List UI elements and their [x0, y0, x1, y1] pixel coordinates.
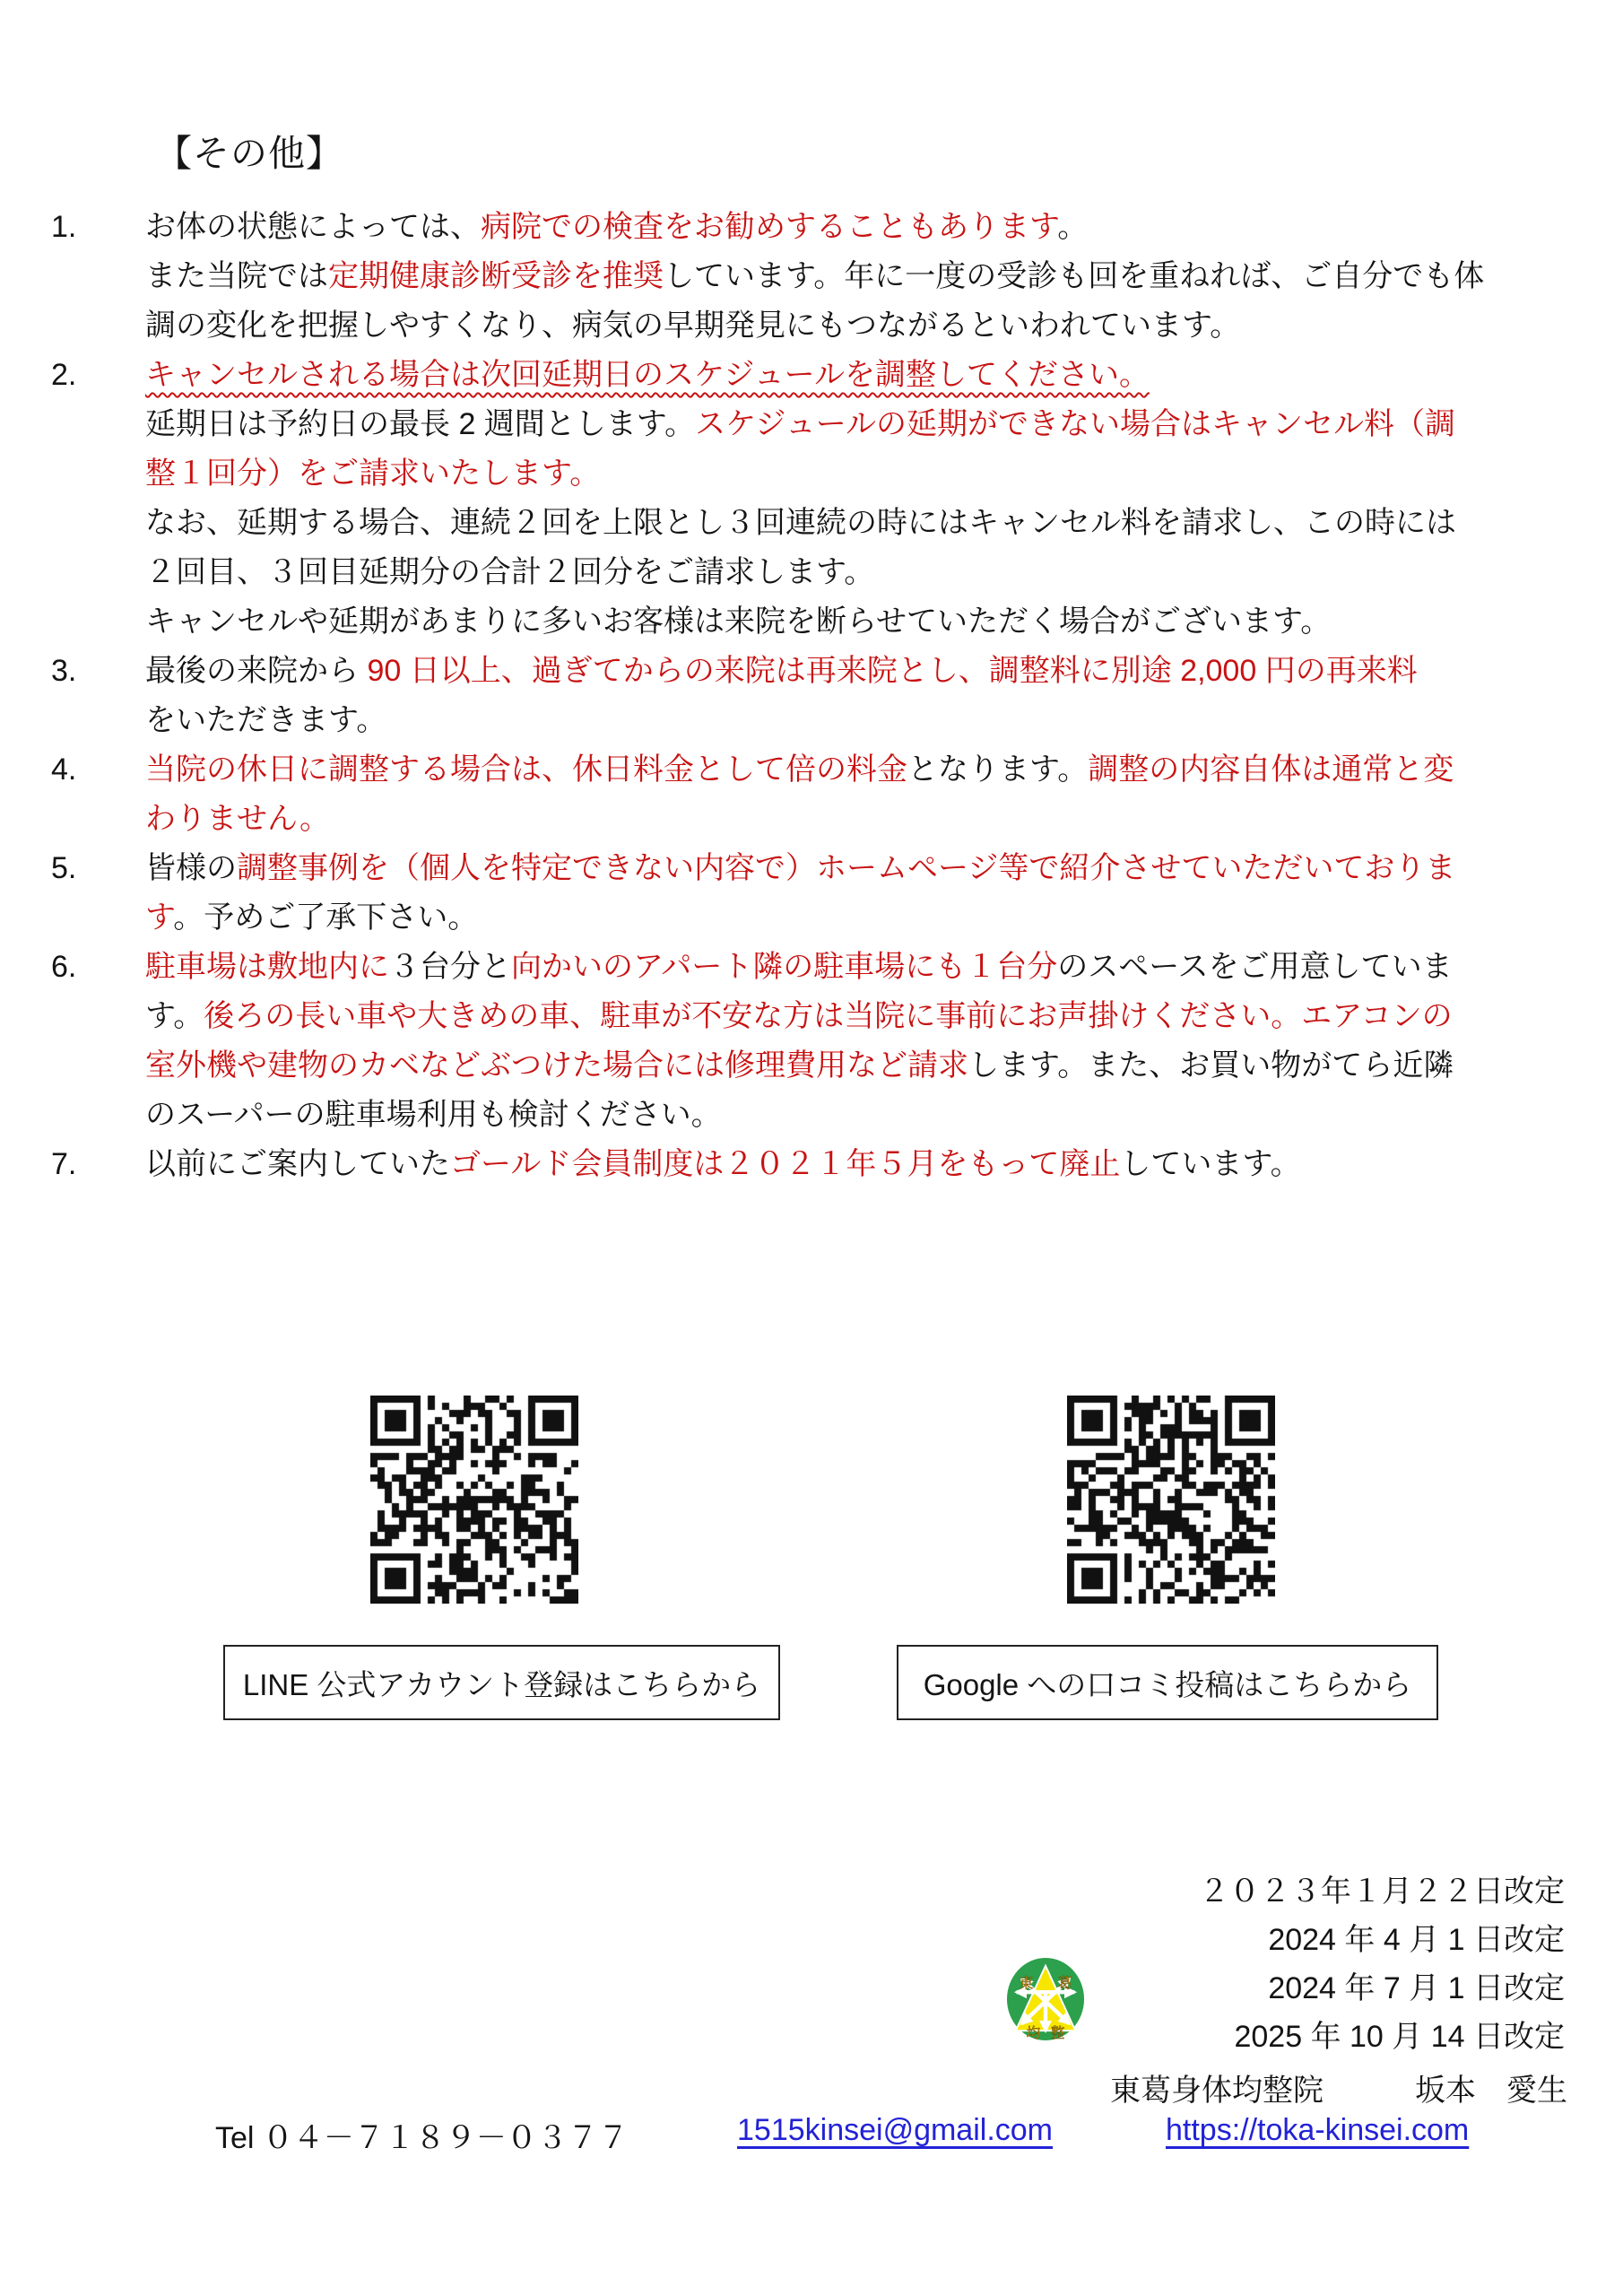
- text-run: 後ろの長い車や大きめの車、駐車が不安な方は当院に事前にお声掛けください。エアコンの: [204, 999, 1453, 1033]
- text-run: 90 日以上、過ぎてからの来院は再来院とし、調整料に別途 2,000 円の再来料: [367, 654, 1418, 688]
- text-run: ３台分と: [389, 950, 511, 984]
- email-link[interactable]: 1515kinsei@gmail.com: [737, 2113, 1054, 2147]
- text-run: また当院では: [145, 259, 328, 293]
- text-run: をいただきます。: [145, 703, 387, 737]
- text-run: キャンセルされる場合は次回延期日のスケジュールを調整してください。: [145, 358, 1150, 392]
- text-run: のスペースをご用意していま: [1057, 950, 1453, 984]
- revision-date: 2025 年 10 月 14 日改定: [1234, 2020, 1565, 2054]
- list-item-4: [51, 745, 1596, 844]
- text-run: 延期日は予約日の最長 2 週間とします。: [145, 407, 696, 441]
- list-item-number: 4.: [51, 752, 77, 787]
- list-item-text: [145, 203, 1596, 351]
- contact-row: [0, 2113, 1623, 2158]
- list-item-text: [145, 351, 1596, 647]
- list-item-6: [51, 943, 1596, 1140]
- text-run: 調の変化を把握しやすくなり、病気の早期発見にもつながるといわれています。: [145, 309, 1241, 343]
- text-run: 以前にご案内していた: [145, 1147, 450, 1181]
- line-qr-code: [370, 1396, 578, 1604]
- clinic-and-practitioner-name: 東葛身体均整院 坂本 愛生: [1110, 2074, 1567, 2108]
- text-run: す。: [145, 999, 204, 1033]
- svg-text:整: 整: [1050, 2026, 1065, 2042]
- list-item-number: 1.: [51, 210, 77, 244]
- text-run: 調整事例を（個人を特定できない内容で）ホームページ等で紹介させていただいておりま: [237, 851, 1456, 885]
- revision-date: 2024 年 4 月 1 日改定: [1268, 1923, 1565, 1957]
- google-review-qr-code: [1067, 1396, 1275, 1604]
- text-run: しています。年に一度の受診も回を重ねれば、ご自分でも体: [664, 259, 1485, 293]
- text-run: お体の状態によっては、: [145, 210, 481, 244]
- text-run: 定期健康診断受診を推奨: [328, 259, 664, 293]
- line-qr-label: LINE 公式アカウント登録はこちらから: [242, 1667, 761, 1701]
- text-run: 駐車場は敷地内に: [145, 950, 389, 984]
- text-run: わりません。: [145, 802, 331, 836]
- text-run: 皆様の: [145, 851, 237, 885]
- list-item-text: [145, 647, 1596, 745]
- text-run: 室外機や建物のカベなどぶつけた場合には修理費用など請求: [145, 1048, 968, 1083]
- text-run: 当院の休日に調整する場合は、休日料金として倍の料金: [145, 752, 907, 787]
- list-item-7: [51, 1140, 1596, 1189]
- list-item-text: [145, 943, 1596, 1140]
- line-qr-label-box: [223, 1645, 780, 1720]
- list-item-text: [145, 1140, 1596, 1189]
- text-run: 整１回分）をご請求いたします。: [145, 457, 601, 491]
- text-run: なお、延期する場合、連続２回を上限とし３回連続の時にはキャンセル料を請求し、この時には: [145, 506, 1456, 540]
- text-run: 。: [1057, 210, 1089, 244]
- list-item-3: [51, 647, 1596, 745]
- google-qr-label-box: [897, 1645, 1438, 1720]
- text-run: 。予めご了承下さい。: [173, 900, 479, 935]
- text-run: キャンセルや延期があまりに多いお客様は来院を断らせていただく場合がございます。: [145, 604, 1332, 639]
- text-run: します。また、お買い物がてら近隣: [968, 1048, 1454, 1083]
- google-qr-label: Google への口コミ投稿はこちらから: [923, 1667, 1412, 1701]
- list-item-1: [51, 203, 1596, 351]
- text-run: 向かいのアパート隣の駐車場にも１台分: [511, 950, 1058, 984]
- text-run: スケジュールの延期ができない場合はキャンセル料（調: [695, 407, 1456, 441]
- text-run: 最後の来院から: [145, 654, 368, 688]
- text-run: ２回目、３回目延期分の合計２回分をご請求します。: [145, 555, 875, 589]
- text-run: ゴールド会員制度は２０２１年５月をもって廃止: [450, 1147, 1121, 1181]
- list-item-text: [145, 745, 1596, 844]
- list-item-number: 7.: [51, 1147, 77, 1181]
- list-item-number: 6.: [51, 950, 77, 984]
- website-link[interactable]: https://toka-kinsei.com: [1166, 2113, 1470, 2147]
- clinic-logo: [1006, 1956, 1085, 2042]
- text-run: 調整の内容自体は通常と変: [1088, 752, 1454, 787]
- revision-dates: [1199, 1867, 1565, 2061]
- list-item-number: 2.: [51, 358, 77, 392]
- list-item-text: [145, 844, 1596, 943]
- page-title: 【その他】: [155, 133, 343, 174]
- list-item-2: [51, 351, 1596, 647]
- text-run: す: [145, 900, 174, 935]
- list-item-number: 5.: [51, 851, 77, 885]
- svg-text:東: 東: [1019, 1976, 1034, 1992]
- text-run: しています。: [1120, 1147, 1301, 1181]
- list-item-number: 3.: [51, 654, 77, 688]
- telephone-number: Tel ０４－７１８９－０３７７: [215, 2121, 629, 2155]
- text-run: 病院での検査をお勧めすることもあります: [481, 210, 1058, 244]
- svg-text:葛: 葛: [1057, 1976, 1072, 1992]
- text-run: のスーパーの駐車場利用も検討ください。: [145, 1098, 722, 1132]
- revision-date: ２０２３年１月２２日改定: [1199, 1874, 1565, 1909]
- revision-date: 2024 年 7 月 1 日改定: [1268, 1971, 1565, 2005]
- svg-text:均: 均: [1026, 2026, 1041, 2042]
- list-item-5: [51, 844, 1596, 943]
- text-run: となります。: [907, 752, 1089, 787]
- numbered-list: [51, 203, 1596, 1189]
